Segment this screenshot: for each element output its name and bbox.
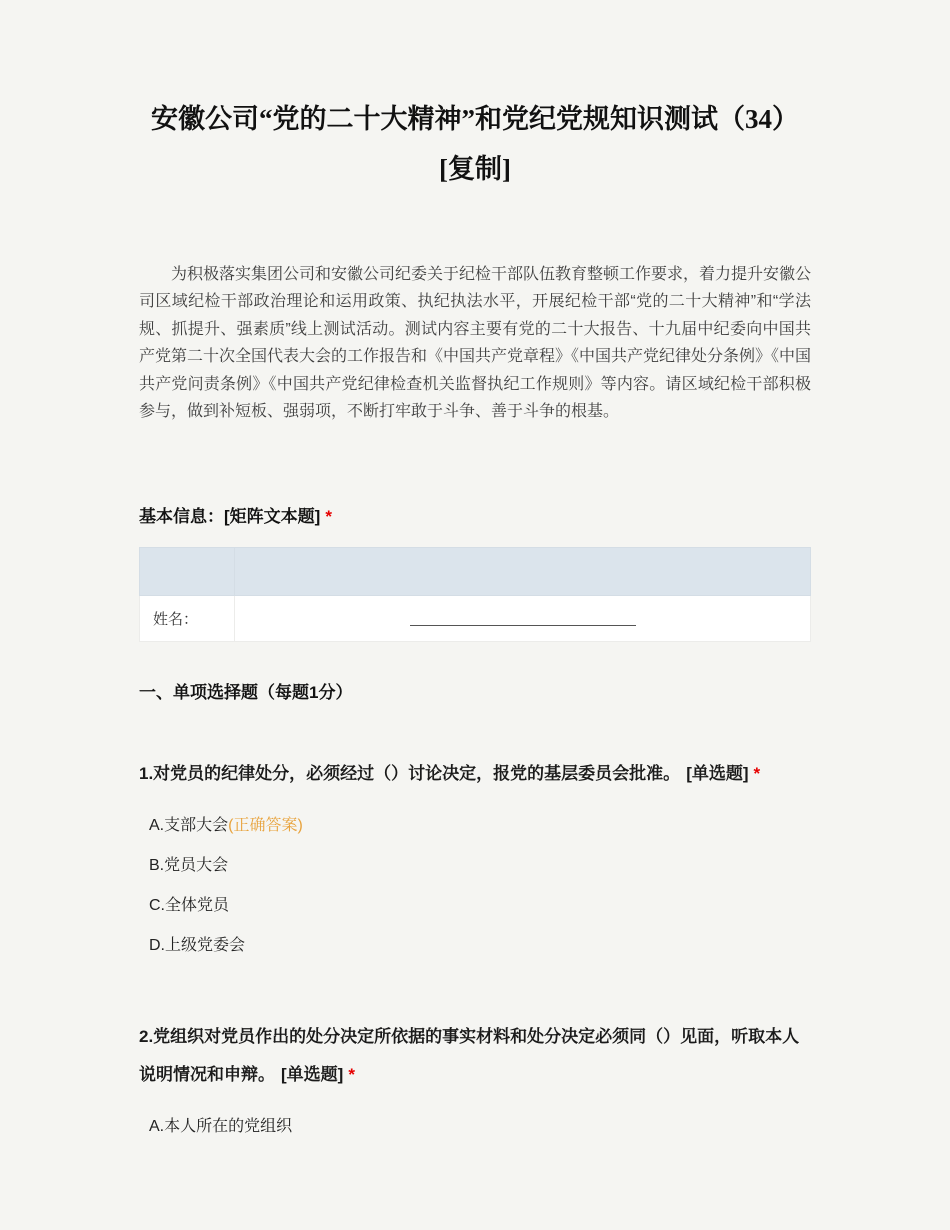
question-1-type-tag: [单选题] bbox=[686, 763, 749, 783]
question-1-text: 1.对党员的纪律处分，必须经过（）讨论决定，报党的基层委员会批准。 bbox=[139, 763, 681, 783]
name-input-cell bbox=[235, 595, 811, 641]
question-2-type-tag: [单选题] bbox=[281, 1064, 344, 1084]
question-1-options bbox=[139, 806, 811, 966]
basic-info-type-tag: [矩阵文本题] bbox=[224, 506, 321, 526]
intro-paragraph: 为积极落实集团公司和安徽公司纪委关于纪检干部队伍教育整顿工作要求，着力提升安徽公司区域纪检干部政治理论和运用政策、执纪执法水平，开展纪检干部“党的二十大精神”和“学法规、抓提升、强素质”线上测试活动。测试内容主要有党的二十大报告、十九届中纪委向中国共产党第二十次全国代表大会的工作报告和《中国共产党章程》《中国共产党纪律处分条例》《中国共产党问责条例》《中国共产党纪律检查机关监督执纪工作规则》等内容。请区域纪检干部积极参与，做到补短板、强弱项，不断打牢敢于斗争、善于斗争的根基。 bbox=[139, 265, 812, 421]
name-row-label: 姓名： bbox=[140, 595, 235, 641]
question-2-text: 2.党组织对党员作出的处分决定所依据的事实材料和处分决定必须同（）见面，听取本人说明情况和申辩。 bbox=[139, 1027, 800, 1084]
option-item-d[interactable] bbox=[149, 926, 811, 966]
basic-info-heading bbox=[139, 502, 811, 527]
required-asterisk: * bbox=[348, 1064, 355, 1084]
table-header-row bbox=[140, 547, 811, 595]
basic-info-table bbox=[139, 547, 811, 642]
question-2-options bbox=[139, 1107, 811, 1147]
option-label: C.全体党员 bbox=[149, 897, 230, 915]
option-item-a[interactable] bbox=[149, 806, 811, 846]
correct-answer-tag: (正确答案) bbox=[228, 817, 303, 835]
option-item-c[interactable] bbox=[149, 886, 811, 926]
page-title: 安徽公司“党的二十大精神”和党纪党规知识测试（34）[复制] bbox=[151, 104, 799, 184]
question-2 bbox=[139, 1018, 811, 1147]
table-row bbox=[140, 595, 811, 641]
question-1-title bbox=[139, 755, 811, 792]
name-input[interactable] bbox=[410, 625, 636, 626]
required-asterisk: * bbox=[325, 506, 332, 526]
option-label: A.本人所在的党组织 bbox=[149, 1118, 293, 1136]
basic-info-label: 基本信息： bbox=[139, 506, 224, 526]
question-1 bbox=[139, 755, 811, 966]
option-item-a[interactable] bbox=[149, 1107, 811, 1147]
section-heading: 一、单项选择题（每题1分） bbox=[139, 682, 353, 702]
table-header-cell-empty bbox=[140, 547, 235, 595]
required-asterisk: * bbox=[753, 763, 761, 783]
survey-content bbox=[139, 0, 811, 1147]
option-label: A.支部大会 bbox=[149, 817, 229, 835]
table-header-cell-empty bbox=[235, 547, 811, 595]
option-label: D.上级党委会 bbox=[149, 937, 246, 955]
question-2-title bbox=[139, 1018, 811, 1093]
option-label: B.党员大会 bbox=[149, 857, 229, 875]
option-item-b[interactable] bbox=[149, 846, 811, 886]
